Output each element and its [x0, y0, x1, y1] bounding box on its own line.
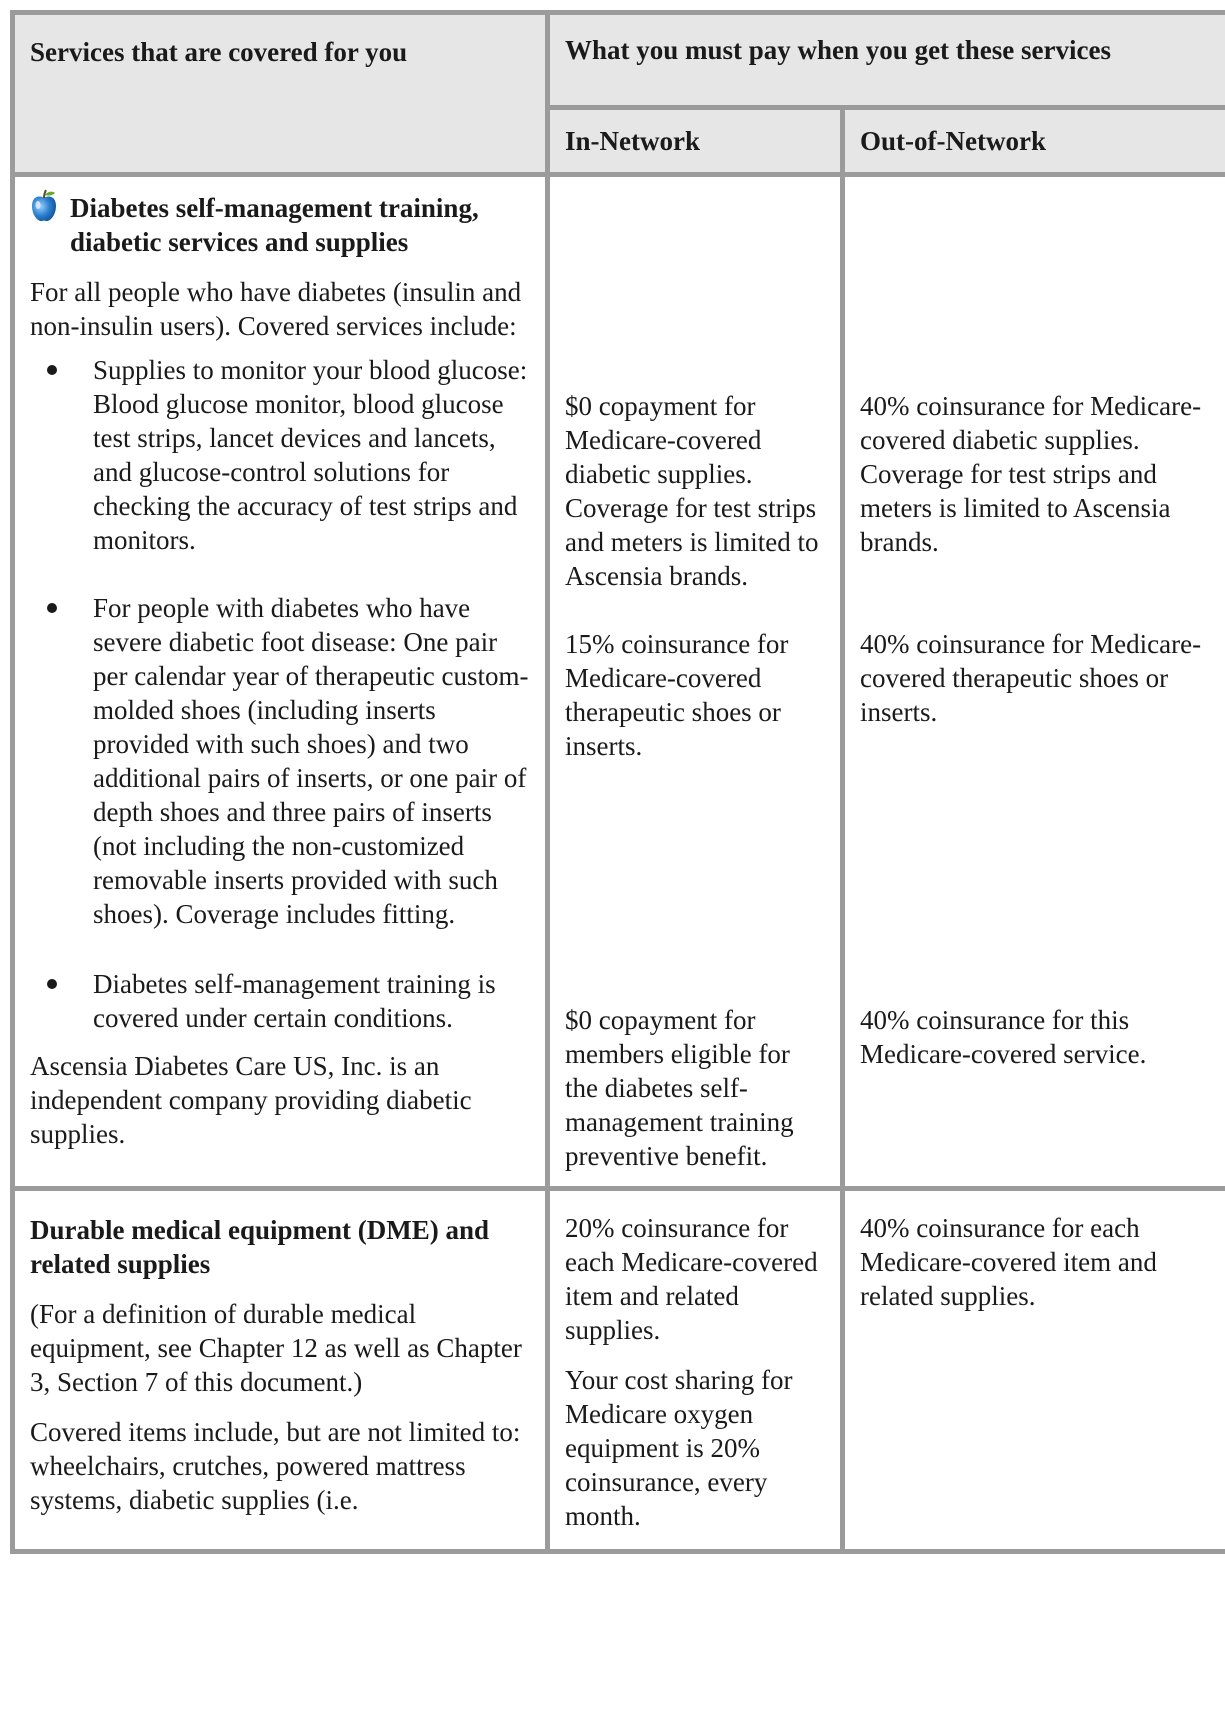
dme-in-network-oxygen-cost: Your cost sharing for Medicare oxygen equipment is 20% coinsurance, every month.	[565, 1365, 793, 1531]
list-item: For people with diabetes who have severe diabetic foot disease: One pair per calendar year of therapeutic custom-molded shoes (including inserts provided with such shoes) and two additional pairs of inserts, or one pair of depth shoes and three pairs of inserts (not including the non-customized removable inserts provided with such shoes). Coverage includes fitting.	[30, 591, 530, 967]
dme-in-network-cell	[548, 1189, 843, 1552]
apple-icon	[30, 189, 70, 231]
out-network-training-cost: 40% coinsurance for this Medicare-covered service.	[860, 1005, 1147, 1069]
payment-column-header: What you must pay when you get these services	[548, 13, 1225, 108]
dme-covered-items: Covered items include, but are not limited to: wheelchairs, crutches, powered mattress systems, diabetic supplies (i.e.	[30, 1417, 521, 1515]
diabetes-intro: For all people who have diabetes (insulin and non-insulin users). Covered services include:	[30, 277, 522, 341]
dme-in-network-item-cost: 20% coinsurance for each Medicare-covered item and related supplies.	[565, 1213, 818, 1345]
in-network-supplies-cost: $0 copayment for Medicare-covered diabetic supplies. Coverage for test strips and meters is limited to Ascensia brands.	[565, 391, 819, 591]
diabetes-bullet-list	[30, 353, 530, 1039]
diabetes-service-cell	[13, 175, 548, 1189]
in-network-training-cost: $0 copayment for members eligible for the diabetes self-management training preventive benefit.	[565, 1005, 794, 1171]
benefits-table	[10, 10, 1225, 1554]
dme-out-network-item-cost: 40% coinsurance for each Medicare-covered item and related supplies.	[860, 1213, 1157, 1311]
dme-out-network-cell	[843, 1189, 1225, 1552]
diabetes-row	[13, 175, 1225, 1189]
header-row-1	[13, 13, 1225, 108]
dme-definition: (For a definition of durable medical equipment, see Chapter 12 as well as Chapter 3, Section 7 of this document.)	[30, 1299, 522, 1397]
diabetes-in-network-cell	[548, 175, 843, 1189]
diabetes-footnote: Ascensia Diabetes Care US, Inc. is an independent company providing diabetic supplies.	[30, 1051, 472, 1149]
in-network-shoes-cost: 15% coinsurance for Medicare-covered therapeutic shoes or inserts.	[565, 629, 789, 761]
services-column-header: Services that are covered for you	[13, 13, 548, 175]
list-item: Supplies to monitor your blood glucose: Blood glucose monitor, blood glucose test strips, lancet devices and lancets, and glucose-control solutions for checking the accuracy of test strips and monitors.	[30, 353, 530, 591]
diabetes-title: Diabetes self-management training, diabetic services and supplies	[30, 191, 530, 259]
dme-row	[13, 1189, 1225, 1552]
dme-title: Durable medical equipment (DME) and related supplies	[30, 1215, 489, 1279]
out-network-shoes-cost: 40% coinsurance for Medicare-covered therapeutic shoes or inserts.	[860, 629, 1202, 727]
dme-service-cell	[13, 1189, 548, 1552]
list-item: Diabetes self-management training is covered under certain conditions.	[30, 967, 530, 1039]
out-network-supplies-cost: 40% coinsurance for Medicare-covered diabetic supplies. Coverage for test strips and meters is limited to Ascensia brands.	[860, 391, 1202, 557]
diabetes-out-network-cell	[843, 175, 1225, 1189]
out-of-network-header: Out-of-Network	[843, 108, 1225, 175]
in-network-header: In-Network	[548, 108, 843, 175]
